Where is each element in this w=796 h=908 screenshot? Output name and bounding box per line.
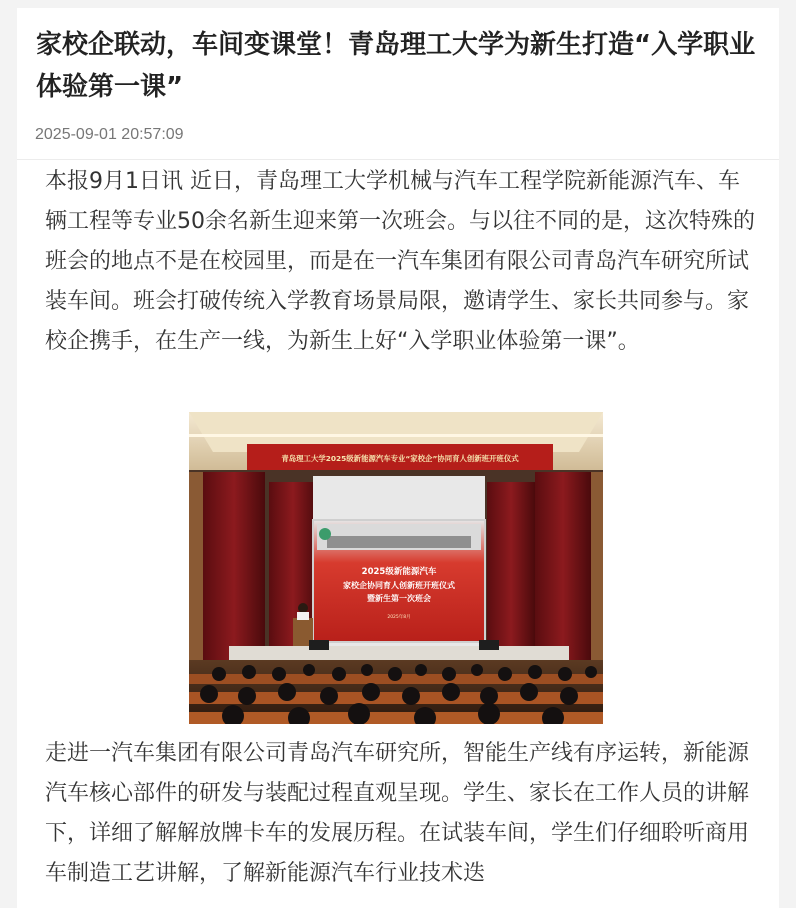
screen-date: 2025年8月 (387, 615, 411, 620)
article-paragraph-2: 走进一汽车集团有限公司青岛汽车研究所，智能生产线有序运转，新能源汽车核心部件的研发与装配过程直观呈现。学生、家长在工作人员的讲解下，详细了解解放牌卡车的发展历程。在试装车间，学生们仔细聆听商用车制造工艺讲解，了解新能源汽车行业技术迭 (45, 741, 750, 886)
banner-text: 青岛理工大学2025级新能源汽车专业“家校企”协同育人创新班开班仪式 (281, 454, 519, 463)
screen-line-2: 家校企协同育人创新班开班仪式 (343, 581, 455, 590)
screen-line-1: 2025级新能源汽车 (361, 567, 437, 577)
article-photo (189, 412, 603, 724)
auditorium-photo (189, 412, 603, 724)
article-paragraph-1: 本报9月1日讯 近日，青岛理工大学机械与汽车工程学院新能源汽车、车辆工程等专业50余名新生迎来第一次班会。与以往不同的是，这次特殊的班会的地点不是在校园里，而是在一汽车集团有限公司青岛汽车研究所试装车间。班会打破传统入学教育场景局限，邀请学生、家长共同参与。家校企携手，在生产一线，为新生上好“入学职业体验第一课”。 (45, 169, 755, 354)
article-title: 家校企联动，车间变课堂！青岛理工大学为新生打造“入学职业体验第一课” (36, 30, 756, 102)
article-card (17, 8, 779, 908)
screen-line-3: 暨新生第一次班会 (367, 594, 431, 603)
header-divider (17, 159, 779, 160)
publish-timestamp: 2025-09-01 20:57:09 (35, 126, 184, 143)
